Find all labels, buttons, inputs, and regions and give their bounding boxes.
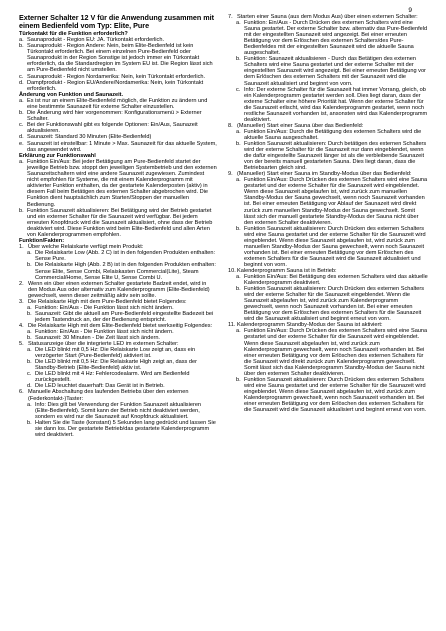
list-item: 10. Kalenderprogramm Sauna ist in Betrieb: [228, 267, 337, 274]
section-heading-facts: Funktion/Fakten: [19, 238, 65, 245]
sub-item: b. Die Relaiskarte High (Abb. 2 B) ist in den folgenden Produkten enthalten: Sense Elite, Sense Combi, Relaiskasten Commercial(Lite), Steam Commercial/Home, Sense Elite U, Sense Combi U. [27, 262, 216, 281]
list-item: a. Es ist nur an einem Elite-Bedienfeld möglich, die Funktion zu ändern und eine bestimmte Saunazeit für externe Schalter einzustellen. [19, 98, 208, 111]
sub-item: b. Saunazeit: 30 Minuten - Die Zeit lässt sich ändern. [27, 335, 160, 342]
sub-item: a. Funktion: Ein/Aus - Die Funktion lässt sich nicht ändern. [27, 304, 174, 311]
list-item: a. Funktion Ein/Aus: Bei jeder Betätigung am Pure-Bedienfeld startet der jeweilige Betrieb bzw. stoppt den jeweiligen Systembetrieb und den externen Saunazeitschaltern wird eine andere Saunazeit zugewiesen. Zumindest nicht empfohlen für Systeme, die mit einem Kalenderprogramm mit aktivierter Funktion enthalten, da der gestartete Kalenderposten (aktiv) in diesem Fall beim Betätigen des externen Schalter abgebrochen wird. Die Funktion dient hauptsächlich zum Starten/Stoppen der manuellen Bedienung. [19, 159, 217, 208]
sub-item: a. Info: Dies gilt bei Verwendung der Funktion Saunazeit aktualisieren (Elite-Bedienfeld). Somit kann der Betrieb nicht deaktiviert werden, sondern es wird nur die Saunazeit auf Knopfdruck aktualisiert. [27, 401, 202, 420]
section-heading-door-contact: Türkontakt für die Funktion erforderlich? [19, 31, 128, 38]
list-item: b. Saunaprodukt - Region Andere: Nein, beim Elite-Bedienfeld ist kein Türkontakt erforderlich. Bei einem einzelnen Pure-Bedienfeld oder Saunaprodukt in der Region Sonstige ist jedoch immer ein Türkontakt erforderlich, da die Standardregion im System EU ist. Die Region lässt sich am Pure-Bedienfeld nicht umstellen. [19, 43, 213, 74]
sub-item: b. Saunazeit: Gibt die aktuell am Pure-Bedienfeld eingestellte Badezeit bei jedem Tastendruck an, der der Bedienung entspricht. [27, 310, 214, 323]
sub-item: b. Funktion Saunazeit aktualisieren: Durch Drücken des externen Schalters wird eine Sauna gestartet und der externe Schalter für die Saunazeit wird eingeblendet. Wenn diese Saunazeit abgelaufen ist, wird zurück zum Kalenderprogramm gewechselt, wenn noch Saunazeit vorhanden ist. Bei einer erneuten Betätigung vor dem Erlöschen des externen Schalters für die Saunazeit wird die Saunazeit aktualisiert und beginnt erneut von vorn. [236, 376, 427, 414]
sub-item: b. Funktion Saunazeit aktualisieren: Durch Drücken des externen Schalters wird eine Sauna gestartet und der externe Schalter für die Saunazeit wird eingeblendet. Wenn diese Saunazeit abgelaufen ist, wird zurück zum manuellen Standby-Modus der Sauna gewechselt, wenn noch Saunazeit vorhanden ist. Bei einer erneuten Betätigung vor dem Erlöschen des externen Schalters für die Saunazeit wird die Saunazeit aktualisiert und beginnt von vorn. [236, 225, 426, 268]
page-number: 9 [408, 7, 412, 14]
list-item: 2. Wenn ein über einen externen Schalter gestartete Badzeit endet, wird in den Modus Aus oder alternativ zum Kalenderprogramm (Elite-Bedienfeld) gewechselt, wenn dieser zeitmäßig aktiv sein sollte. [19, 280, 210, 299]
sub-item: a. Die Relaiskarte Low (Abb. 2 C) ist in den folgenden Produkten enthalten: Sense Pure. [27, 250, 216, 263]
sub-item: a. Funktion Ein/Aus: Durch Drücken des externen Schalters wird eine Sauna gestartet und der externe Schalter für die Saunazeit wird eingeblendet. Wenn diese Saunazeit abgelaufen ist, wird zurück zum manuellen Standby-Modus der Sauna gewechselt, wenn noch Saunazeit vorhanden ist. Bei einer erneuten Betätigung vor Ablauf der Saunazeit wird direkt zurück zum manuellen Standby-Modus der Sauna gewechselt. Somit lässt sich der manuell gestartete Standby-Modus der Sauna nicht über den externen Schalter deaktivieren. [236, 177, 428, 226]
list-item: 8. (Manueller) Start einer Sauna über das Bedienfeld: [228, 122, 364, 129]
sub-item: c. Info: Der externe Schalter für die Saunazeit hat immer Vorrang, gleich, ob ein Kalenderprogramm gestartet werden soll. Dies liegt daran, dass der externe Schalter eine höhere Priorität hat. Wenn der externe Schalter für die Saunazeit erlischt, wird das Kalenderprogramm gestartet, wenn noch restliche Saunazeit vorhanden ist, ansonsten wird das Kalenderprogramm deaktiviert. [236, 86, 428, 123]
sub-item: a. Funktion: Ein/Aus - Die Funktion lässt sich nicht ändern. [27, 328, 174, 335]
list-item: b. Funktion Saunazeit aktualisieren: Bei Betätigung wird der Betrieb gestartet und ein externer Schalter für die Saunazeit wird verfügbar. Bei jedem erneuten Knopfdruck wird die Saunazeit aktualisiert, ohne dass der Betrieb deaktiviert wird. Diese Funktion wird beim Elite-Bedienfeld und allen Arten von Kalenderprogrammen empfohlen. [19, 207, 213, 238]
section-heading-function-explanation: Erklärung zur Funktionswahl [19, 153, 96, 160]
sub-item: a. Die LED blinkt mit 0,5 Hz: Die Relaiskarte Low zeigt an, dass ein verzögerter Start (Pure-Bedienfeld) aktiviert ist. [27, 347, 196, 360]
list-item: 7. Starten einer Sauna (aus dem Modus Aus) über einen externen Schalter: [228, 14, 418, 20]
list-item: 6. Manuelle Abschaltung des laufenden Betriebs über den externen (Federkontakt-)Taster: [19, 389, 189, 402]
list-item: 3. Die Relaiskarte High mit dem Pure-Bedienfeld bietet Folgendes: [19, 298, 187, 305]
list-item: 9. (Manueller) Start einer Sauna im Standby-Modus über das Bedienfeld: [228, 171, 412, 178]
right-column [228, 14, 428, 626]
list-item: d. Dampfprodukt - Region EU/Andere/Nordamerika: Nein, kein Türkontakt erforderlich. [19, 79, 204, 92]
left-column [19, 14, 217, 626]
sub-item: b. Halten Sie die Taste (konstant) 5 Sekunden lang gedrückt und lassen Sie sie dann los. Der gestartete Betrieb/das gestartete Kalenderprogramm wird deaktiviert. [27, 419, 216, 438]
sub-item: a. Funktion Ein/Aus: Durch Drücken des externen Schalters wird eine Sauna gestartet und der externe Schalter für die Saunazeit wird eingeblendet. Wenn diese Saunazeit abgelaufen ist, wird zurück zum Kalenderprogramm gewechselt, wenn noch Saunazeit vorhanden ist. Bei einer erneuten Betätigung vor dem Erlöschen des externen Schalters für die Saunazeit wird direkt zurück zum Kalenderprogramm gewechselt. Somit lässt sich das Kalenderprogramm Standby-Modus der Sauna nicht über den externen Schalter deaktivieren. [236, 328, 428, 377]
sub-item: a. Funktion: Ein/Aus - Durch Drücken des externen Schalters wird eine Sauna gestartet. Der externe Schalter bzw. alternativ das Pure-Bedienfeld mit der eingestellten Saunazeit wird angezeigt. Bei einer erneuten Betätigung vor dem Erlöschen des externen Schalters/des Pure-Bedienfeldes mit der eingestellten Saunazeit wird die aktuelle Sauna ausgeschaltet. [236, 20, 428, 57]
section-heading-change-function: Änderung von Funktion und Saunazeit. [19, 92, 124, 99]
sub-item: b. Die LED blinkt mit 0,5 Hz: Die Relaiskarte High zeigt an, dass der Standby-Betrieb (Elite-Bedienfeld) aktiv ist. [27, 359, 197, 372]
sub-item: b. Funktion: Saunazeit aktualisieren - Durch das Betätigen des externen Schalters wird eine Sauna gestartet und der externe Schalter mit der eingestellten Saunazeit wird angezeigt. Bei einer erneuten Betätigung vor dem Erlöschen des externen Schalters mit der Saunazeit wird die Saunazeit aktualisiert und beginnt von vorn. [236, 56, 426, 87]
list-item: 5. Statusanzeige über die integrierte LED im externen Schalter: [19, 341, 179, 348]
list-item: 1. Über welche Relaiskarte verfügt mein Produkt: [19, 244, 144, 251]
document-title: Externer Schalter 12 V für die Anwendung zusammen mit einem Bedienfeld vom Typ: Elite, Pure [19, 14, 215, 30]
sub-item: c. Die LED blinkt mit 4 Hz: Fehlercodealarm. Wird am Bedienfeld zurückgestellt. [27, 371, 190, 384]
list-item: e. Saunazeit ist einstellbar: 1 Minute > Max. Saunazeit für das aktuelle System, das angewendet wird. [19, 140, 217, 153]
sub-item: a. Funktion Ein/Aus: Bei Betätigung des externen Schalters wird das aktuelle Kalenderprogramm deaktiviert. [236, 274, 428, 287]
list-item: c. Bei der Funktionswahl gibt es folgende Optionen: Ein/Aus, Saunazeit aktualisieren. [19, 122, 198, 135]
list-item: b. Die Änderung wird hier vorgenommen: Konfigurationsmenü > Externer Schalter. [19, 110, 202, 123]
list-item: d. Saunazeit: Standard 30 Minuten (Elite-Bedienfeld) [19, 134, 152, 141]
list-item: 11. Kalenderprogramm Standby-Modus der Sauna ist aktiviert: [228, 322, 383, 329]
list-item: c. Saunaprodukt - Region Nordamerika: Nein, kein Türkontakt erforderlich. [19, 73, 206, 80]
sub-item: b. Funktion Saunazeit aktualisieren: Durch betätigen des externen Schalters wird der externe Schalter für die Saunazeit nur dann eingeblendet, wenn die dafür eingestellte Saunazeit länger ist als die verbleibende Saunazeit von der bereits manuell gestarteten Sauna. Dies liegt daran, dass die Betriebsarten gleich sind. [236, 140, 427, 172]
list-item: a. Saunaprodukt - Region EU: JA. Türkontakt erforderlich. [19, 37, 165, 44]
sub-item: b. Funktion Saunazeit aktualisieren: Durch Drücken des externen Schalters wird der externe Schalter für die Saunazeit eingeblendet. Wenn die Saunazeit abgelaufen ist, wird zurück zum Kalenderprogramm gewechselt, wenn noch Saunazeit vorhanden ist. Bei einer erneuten Betätigung vor dem Erlöschen des externen Schalters für die Saunazeit wird die Saunazeit aktualisiert und beginnt erneut von vorn. [236, 286, 425, 323]
sub-item: d. Die LED leuchtet dauerhaft: Das Gerät ist in Betrieb. [27, 383, 165, 390]
list-item: 4. Die Relaiskarte High mit dem Elite-Bedienfeld bietet werkseitig Folgendes: [19, 322, 213, 329]
sub-item: a. Funktion Ein/Aus: Durch die Betätigung des externen Schalters wird die aktuelle Sauna ausgeschaltet. [236, 128, 422, 141]
